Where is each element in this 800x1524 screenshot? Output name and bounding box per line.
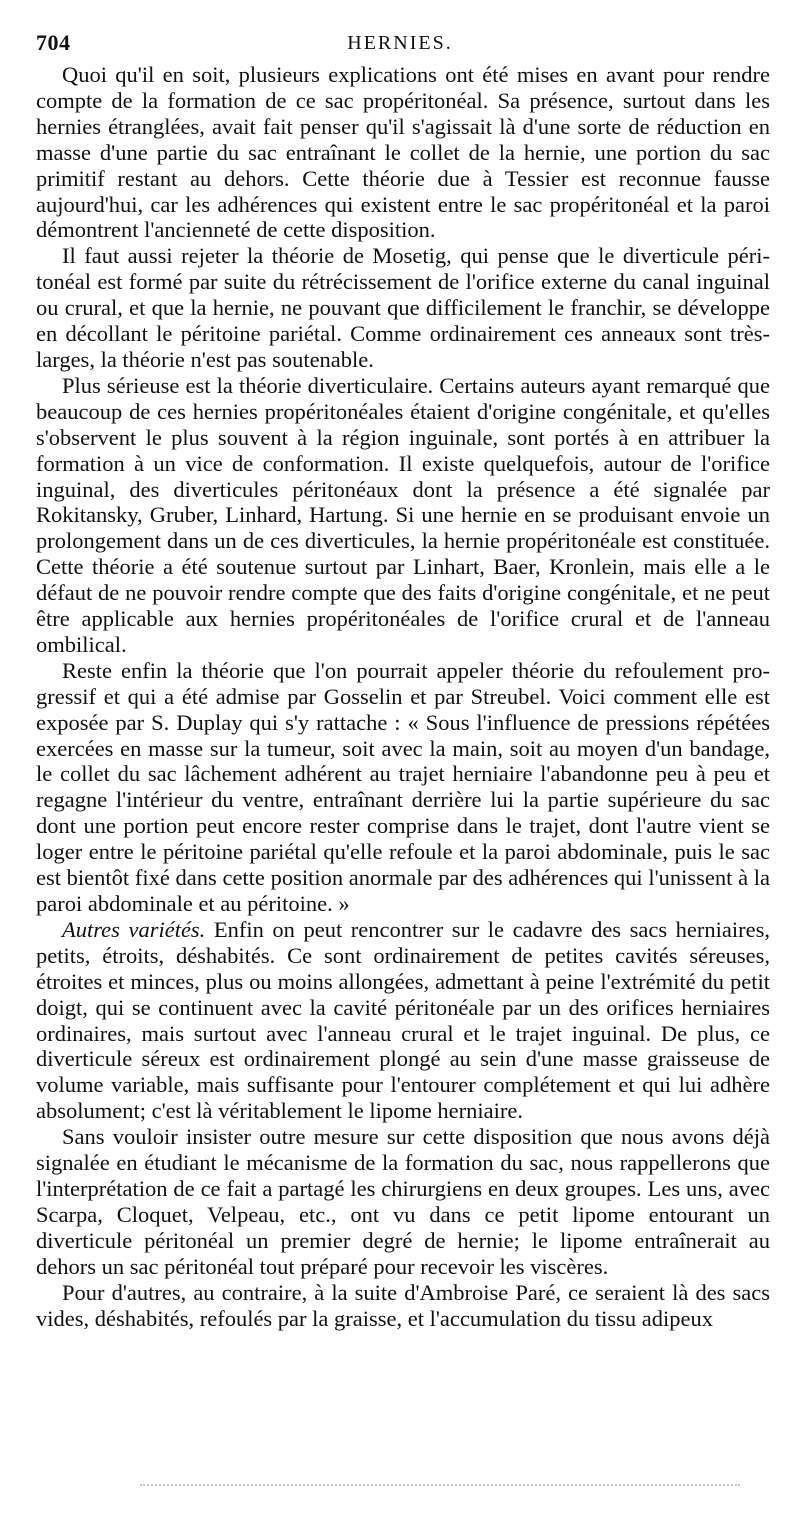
paragraph-6: [36, 1124, 770, 1279]
paragraph-text: Il faut aussi rejeter la théorie de Mosetig, qui pense que le diverticule péritonéal est formé par suite du rétrécissement de l'orifice externe du canal inguinal ou crural, et que la hernie, ne pouvant que difficilement le franchir, se développe en décollant le péritoine pariétal. Comme ordinairement ces anneaux sont très-larges, la théorie n'est pas soutenable.: [36, 243, 770, 372]
paragraph-text: Reste enfin la théorie que l'on pourrait appeler théorie du refoulement progressif et qui a été admise par Gosselin et par Streubel. Voici comment elle est exposée par S. Duplay qui s'y rattache : « Sous l'influence de pressions répétées exercées en masse sur la tumeur, soit avec la main, soit au moyen d'un bandage, le collet du sac lâchement adhérent au trajet herniaire l'abandonne peu à peu et regagne l'intérieur du ventre, entraînant derrière lui la partie supérieure du sac dont une portion peut encore rester comprise dans le trajet, dont l'autre vient se loger entre le péritoine pariétal qu'elle refoule et la paroi abdominale, puis le sac est bientôt fixé dans cette position anormale par des adhérences qui l'unissent à la paroi abdominale et au péritoine. »: [36, 657, 770, 916]
paragraph-7: [36, 1280, 770, 1332]
paragraph-text: Plus sérieuse est la théorie diverticulaire. Certains auteurs ayant remarqué que beaucoup de ces hernies propéritonéales étaient d'origine congénitale, et qu'elles s'observent le plus souvent à la région inguinale, sont portés à en attribuer la formation à un vice de conformation. Il existe quelquefois, autour de l'orifice inguinal, des diverticules péritonéaux dont la présence a été signalée par Rokitansky, Gruber, Linhard, Hartung. Si une hernie en se produisant envoie un prolongement dans un de ces diverticules, la hernie propéritonéale est constituée. Cette théorie a été soutenue surtout par Linhart, Baer, Kronlein, mais elle a le défaut de ne pouvoir rendre compte que des faits d'origine congénitale, et ne peut être applicable aux hernies propéritonéales de l'orifice crural et de l'anneau ombilical.: [36, 372, 770, 657]
paragraph-text: Sans vouloir insister outre mesure sur cette disposition que nous avons déjà signalée en étudiant le mécanisme de la formation du sac, nous rappellerons que l'interprétation de ce fait a partagé les chirurgiens en deux groupes. Les uns, avec Scarpa, Cloquet, Velpeau, etc., ont vu dans ce petit lipome entourant un diverticule péritonéal un premier degré de hernie; le lipome entraînerait au dehors un sac péritonéal tout préparé pour recevoir les viscères.: [36, 1124, 770, 1279]
running-title: HERNIES.: [347, 32, 453, 54]
paragraph-2: [36, 243, 770, 373]
scan-artifact-dots: [140, 1484, 740, 1488]
page-header: [36, 30, 764, 62]
paragraph-5: [36, 917, 770, 1124]
paragraph-3: [36, 373, 770, 658]
paragraph-1: [36, 62, 770, 243]
paragraph-text: Enfin on peut rencontrer sur le cadavre des sacs herniaires, petits, étroits, déshabités. Ce sont ordinairement de petites cavités séreuses, étroites et minces, plus ou moins allongées, admettant à peine l'extrémité du petit doigt, qui se continuent avec la cavité péritonéale par un des orifices herniaires ordinaires, mais surtout avec l'anneau crural et le trajet inguinal. De plus, ce diverticule séreux est ordinairement plongé au sein d'une masse graisseuse de volume variable, mais suffisante pour l'entourer complétement et qui lui adhère absolument; c'est là véritablement le lipome herniaire.: [36, 916, 770, 1124]
paragraph-4: [36, 658, 770, 917]
page-number: 704: [36, 30, 71, 55]
body-text: [36, 62, 770, 1331]
paragraph-text: Pour d'autres, au contraire, à la suite d'Ambroise Paré, ce seraient là des sacs vides, déshabités, refoulés par la graisse, et l'accumulation du tissu adipeux: [36, 1279, 770, 1331]
paragraph-text: Quoi qu'il en soit, plusieurs explications ont été mises en avant pour rendre compte de la formation de ce sac propéritonéal. Sa présence, surtout dans les hernies étranglées, avait fait penser qu'il s'agissait là d'une sorte de réduction en masse d'une partie du sac entraînant le collet de la hernie, une portion du sac primitif restant au dehors. Cette théorie due à Tessier est reconnue fausse aujourd'hui, car les adhérences qui existent entre le sac propéritonéal et la paroi démontrent l'ancienneté de cette disposition.: [36, 62, 770, 243]
section-lead-italic: Autres variétés.: [62, 916, 206, 942]
